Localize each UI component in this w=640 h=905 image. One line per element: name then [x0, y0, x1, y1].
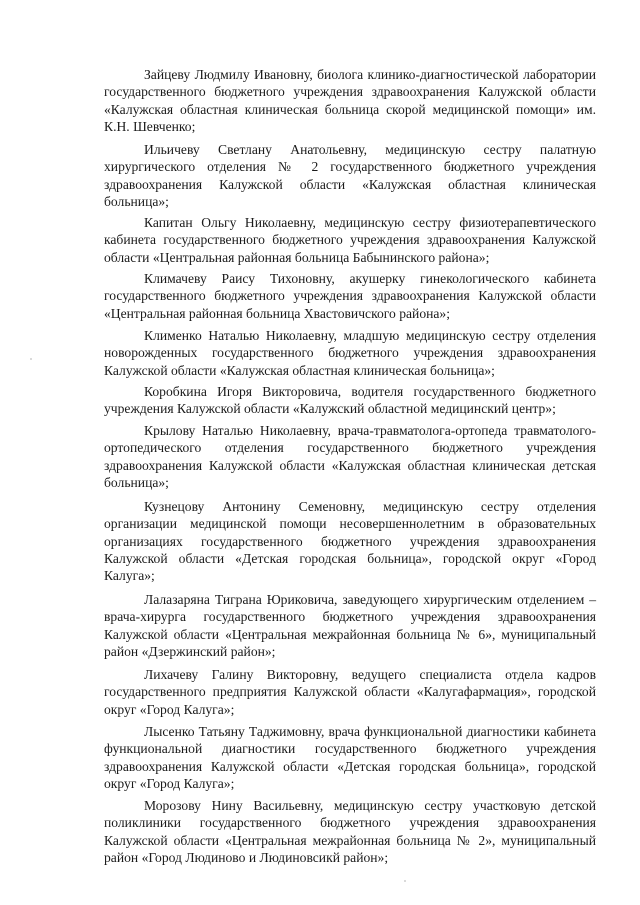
- paragraph-text: Крылову Наталью Николаевну, врача-травматолога-ортопеда травматолого-ортопедического отделения государственного бюджетного учреждения здравоохранения Калужской области «Калужская областная клиническая детская больница»;: [104, 423, 596, 490]
- paragraph-text: Кузнецову Антонину Семеновну, медицинскую сестру отделения организации медицинской помощи несовершеннолетним в образовательных организациях государственного бюджетного учреждения здравоохранения Калужской области «Детская городская больница», городской округ «Город Калуга»;: [104, 499, 596, 584]
- award-paragraph-likhacheva: [104, 666, 596, 718]
- paragraph-text: Лысенко Татьяну Таджимовну, врача функциональной диагностики кабинета функциональной диагностики государственного бюджетного учреждения здравоохранения Калужской области «Детская городская больница», городской округ «Город Калуга»;: [104, 724, 596, 791]
- award-paragraph-klimenko: [104, 327, 596, 379]
- paragraph-text: Климачеву Раису Тихоновну, акушерку гинекологического кабинета государственного бюджетного учреждения здравоохранения Калужской области «Центральная районная больница Хвастовичского района»;: [104, 271, 596, 321]
- award-paragraph-krylova: [104, 422, 596, 491]
- scan-speck: [30, 358, 32, 360]
- paragraph-text: Коробкина Игоря Викторовича, водителя государственного бюджетного учреждения Калужской области «Калужский областной медицинский центр»;: [104, 384, 596, 417]
- award-paragraph-klimacheva: [104, 270, 596, 322]
- award-paragraph-lalazaryan: [104, 591, 596, 660]
- paragraph-text: Морозову Нину Васильевну, медицинскую сестру участковую детской поликлиники государственного бюджетного учреждения здравоохранения Калужской области «Центральная межрайонная больница № 2», муниципальный район «Город Людиново и Людиновсикй район»;: [104, 798, 596, 865]
- paragraph-text: Зайцеву Людмилу Ивановну, биолога клинико-диагностической лаборатории государственного бюджетного учреждения здравоохранения Калужской области «Калужская областная клиническая больница скорой медицинской помощи» им. К.Н. Шевченко;: [104, 67, 596, 134]
- award-paragraph-morozova: [104, 797, 596, 866]
- scan-speck: [404, 880, 406, 882]
- award-paragraph-kapitan: [104, 214, 596, 266]
- award-paragraph-kuznetsova: [104, 498, 596, 584]
- award-paragraph-ilicheva: [104, 141, 596, 210]
- paragraph-text: Клименко Наталью Николаевну, младшую медицинскую сестру отделения новорожденных государственного бюджетного учреждения здравоохранения Калужской области «Калужская областная клиническая больница»;: [104, 328, 596, 378]
- award-paragraph-lysenko: [104, 723, 596, 792]
- paragraph-text: Лалазаряна Тиграна Юриковича, заведующего хирургическим отделением – врача-хирурга государственного бюджетного учреждения здравоохранения Калужской области «Центральная межрайонная больница № 6», муниципальный район «Дзержинский район»;: [104, 592, 596, 659]
- paragraph-text: Ильичеву Светлану Анатольевну, медицинскую сестру палатную хирургического отделения № 2 государственного бюджетного учреждения здравоохранения Калужской области «Калужская областная клиническая больница»;: [104, 142, 596, 209]
- paragraph-text: Капитан Ольгу Николаевну, медицинскую сестру физиотерапевтического кабинета государственного бюджетного учреждения здравоохранения Калужской области «Центральная районная больница Бабынинского района»;: [104, 215, 596, 265]
- award-paragraph-korobkin: [104, 383, 596, 418]
- award-paragraph-zaytseva: [104, 66, 596, 135]
- paragraph-text: Лихачеву Галину Викторовну, ведущего специалиста отдела кадров государственного предприятия Калужской области «Калугафармация», городской округ «Город Калуга»;: [104, 667, 596, 717]
